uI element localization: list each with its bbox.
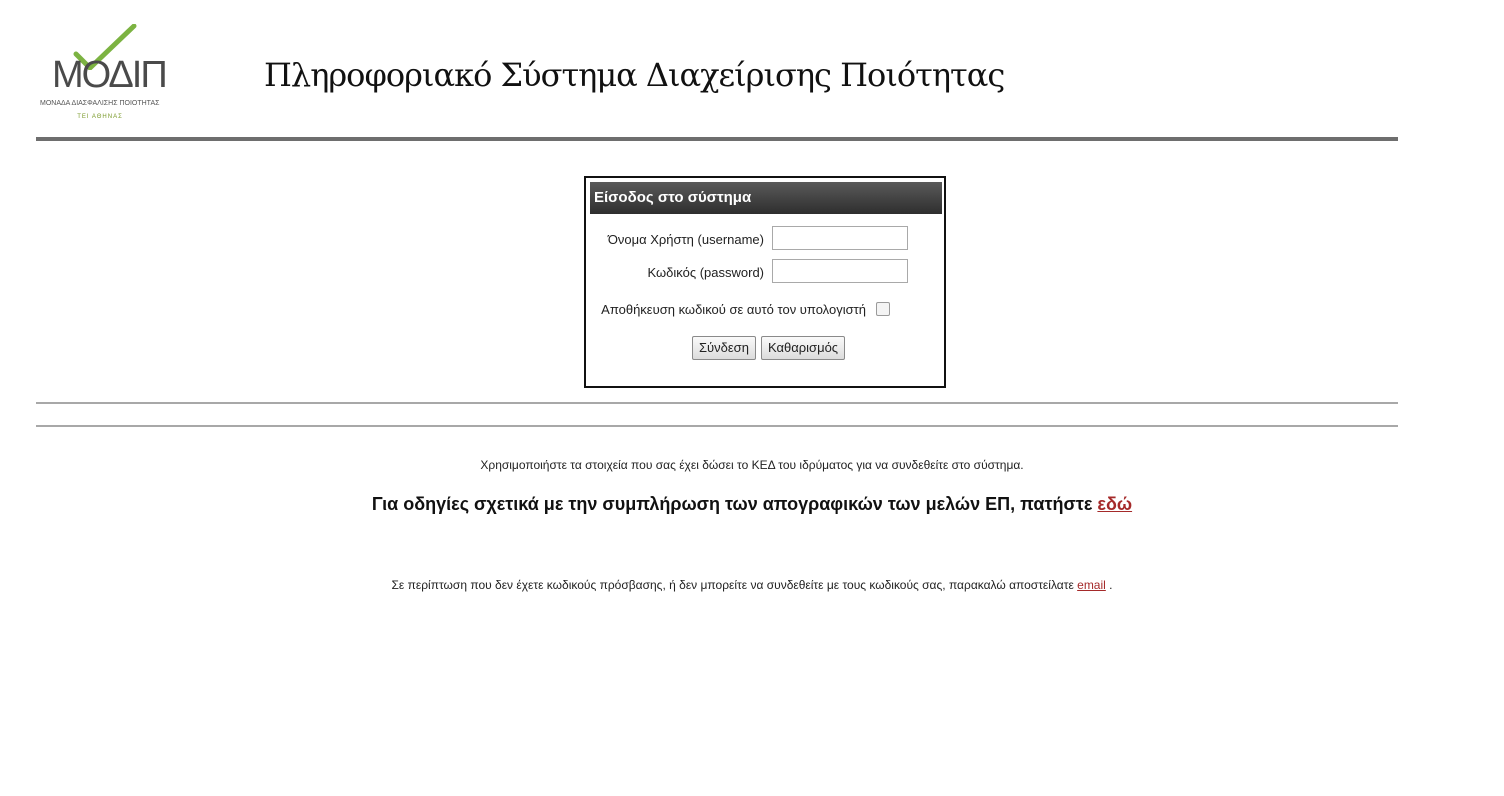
divider-top (36, 402, 1398, 404)
instructions-line (0, 494, 1504, 515)
logo-subtitle: ΜΟΝΑΔΑ ΔΙΑΣΦΑΛΙΣΗΣ ΠΟΙΟΤΗΤΑΣ (40, 100, 160, 107)
contact-end: . (1105, 578, 1113, 592)
instructions-link[interactable]: εδώ (1097, 494, 1133, 514)
login-heading: Είσοδος στο σύστημα (590, 182, 942, 214)
header-divider (36, 137, 1398, 141)
password-label: Κωδικός (password) (647, 265, 764, 280)
contact-line (0, 578, 1504, 592)
page-title: Πληροφοριακό Σύστημα Διαχείρισης Ποιότητας (264, 56, 1005, 94)
reset-button[interactable]: Καθαρισμός (761, 336, 845, 360)
login-button[interactable]: Σύνδεση (692, 336, 756, 360)
password-input[interactable] (772, 259, 908, 283)
username-input[interactable] (772, 226, 908, 250)
logo-wordmark: ΜΟΔΙΠ (52, 54, 166, 96)
login-panel (584, 176, 946, 388)
logo-institution: ΤΕΙ ΑΘΗΝΑΣ (77, 114, 123, 120)
divider-bottom (36, 425, 1398, 427)
modip-logo (38, 24, 166, 124)
credentials-note: Χρησιμοποιήστε τα στοιχεία που σας έχει δώσει το ΚΕΔ του ιδρύματος για να συνδεθείτε στο σύστημα. (480, 458, 1024, 472)
username-label: Όνομα Χρήστη (username) (607, 232, 764, 247)
remember-checkbox[interactable] (876, 302, 890, 316)
instructions-text: Για οδηγίες σχετικά με την συμπλήρωση των απογραφικών των μελών ΕΠ, πατήστε (371, 494, 1098, 514)
email-link[interactable]: email (1077, 578, 1106, 592)
contact-text: Σε περίπτωση που δεν έχετε κωδικούς πρόσβασης, ή δεν μπορείτε να συνδεθείτε με τους κωδικούς σας, παρακαλώ αποστείλατε (391, 578, 1078, 592)
remember-label: Αποθήκευση κωδικού σε αυτό τον υπολογιστή (601, 302, 866, 317)
